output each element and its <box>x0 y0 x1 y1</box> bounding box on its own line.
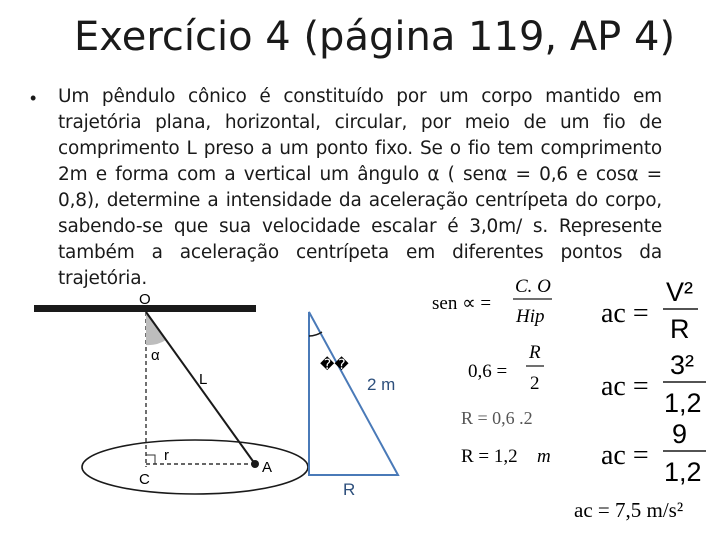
ac2-num: 3² <box>670 350 695 380</box>
ac3-left: ac = <box>601 440 649 471</box>
label-L: L <box>199 371 208 388</box>
sen-eq-den: Hip <box>516 306 545 327</box>
triangle-hyp-label: 2 m <box>367 375 396 394</box>
triangle-angle-marker: �� <box>320 356 349 372</box>
label-O: O <box>139 291 151 308</box>
triangle-base-label: R <box>343 480 356 499</box>
ac1-num: V² <box>666 277 693 307</box>
label-A: A <box>262 459 273 476</box>
eq2-num: R <box>529 342 541 363</box>
ac1-den: R <box>670 314 690 344</box>
label-alpha: α <box>151 347 160 364</box>
slide-title: Exercício 4 (página 119, AP 4) <box>74 14 676 60</box>
right-angle-marker <box>146 455 155 464</box>
eq3: R = 0,6 .2 <box>461 408 533 428</box>
label-C: C <box>139 471 150 488</box>
eq2-den: 2 <box>530 373 540 394</box>
bullet-marker: • <box>30 88 37 108</box>
circular-trajectory <box>82 440 308 494</box>
ac3-den: 1,2 <box>664 457 702 487</box>
eq4-unit: m <box>537 446 551 467</box>
ac1-left: ac = <box>601 298 649 329</box>
final-result: ac = 7,5 m/s² <box>574 498 684 522</box>
ac2-left: ac = <box>601 371 649 402</box>
sen-eq-num: C. O <box>515 276 551 297</box>
eq2-left: 0,6 = <box>468 361 508 382</box>
eq4-text: R = 1,2 <box>461 446 518 467</box>
ac3-num: 9 <box>672 419 688 449</box>
sen-eq-left: sen ∝ = <box>432 293 492 314</box>
problem-paragraph: Um pêndulo cônico é constituído por um corpo mantido em trajetória plana, horizontal, circular, por meio de um fio de comprimento L preso a um ponto fixo. Se o fio tem comprimento 2m e forma com a vertical um ângulo α ( senα = 0,6 e cosα = 0,8), determine a intensidade da aceleração centrípeta do corpo, sabendo-se que sua velocidade escalar é 3,0m/ s. Represente também a aceleração centrípeta em diferentes pontos da trajetória. <box>58 86 662 289</box>
label-r: r <box>164 447 169 464</box>
ac2-den: 1,2 <box>664 388 702 418</box>
pendulum-body <box>251 460 259 468</box>
